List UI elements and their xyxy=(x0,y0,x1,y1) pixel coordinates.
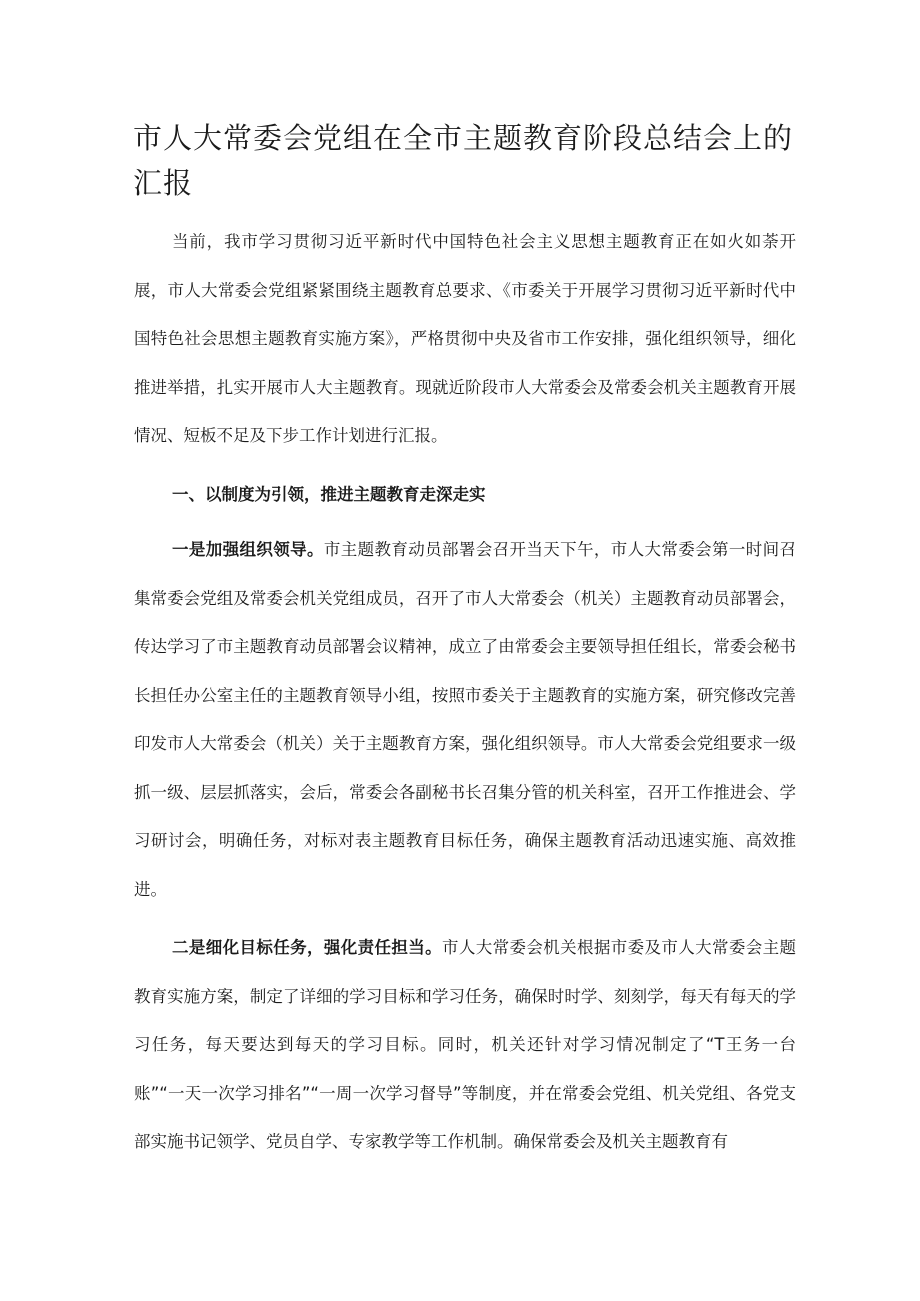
document-title: 市人大常委会党组在全市主题教育阶段总结会上的汇报 xyxy=(133,121,794,200)
paragraph-organization-leadership xyxy=(134,526,796,914)
paragraph-lead: 二是细化目标任务，强化责任担当。 xyxy=(171,938,442,957)
intro-paragraph: 当前，我市学习贯彻习近平新时代中国特色社会主义思想主题教育正在如火如荼开展，市人大常委会党组紧紧围绕主题教育总要求、《市委关于开展学习贯彻习近平新时代中国特色社会思想主题教育实施方案》，严格贯彻中央及省市工作安排，强化组织领导，细化推进举措，扎实开展市人大主题教育。现就近阶段市人大常委会及常委会机关主题教育开展情况、短板不足及下步工作计划进行汇报。 xyxy=(134,232,796,445)
paragraph-lead: 一是加强组织领导。 xyxy=(171,540,324,559)
paragraph-goals-tasks xyxy=(134,924,796,1167)
paragraph-body: 市人大常委会机关根据市委及市人大常委会主题教育实施方案，制定了详细的学习目标和学习任务，确保时时学、刻刻学，每天有每天的学习任务，每天要达到每天的学习目标。同时，机关还针对学习情况制定了“T王务一台账”“一天一次学习排名”“一周一次学习督导”等制度，并在常委会党组、机关党组、各党支部实施书记领学、党员自学、专家教学等工作机制。确保常委会及机关主题教育有 xyxy=(134,938,797,1151)
paragraph-body: 市主题教育动员部署会召开当天下午，市人大常委会第一时间召集常委会党组及常委会机关党组成员，召开了市人大常委会（机关）主题教育动员部署会，传达学习了市主题教育动员部署会议精神，成立了由常委会主要领导担任组长，常委会秘书长担任办公室主任的主题教育领导小组，按照市委关于主题教育的实施方案，研究修改完善印发市人大常委会（机关）关于主题教育方案，强化组织领导。市人大常委会党组要求一级抓一级、层层抓落实，会后，常委会各副秘书长召集分管的机关科室，召开工作推进会、学习研讨会，明确任务，对标对表主题教育目标任务，确保主题教育活动迅速实施、高效推进。 xyxy=(134,540,797,899)
section-heading: 一、以制度为引领，推进主题教育走深走实 xyxy=(171,485,486,504)
